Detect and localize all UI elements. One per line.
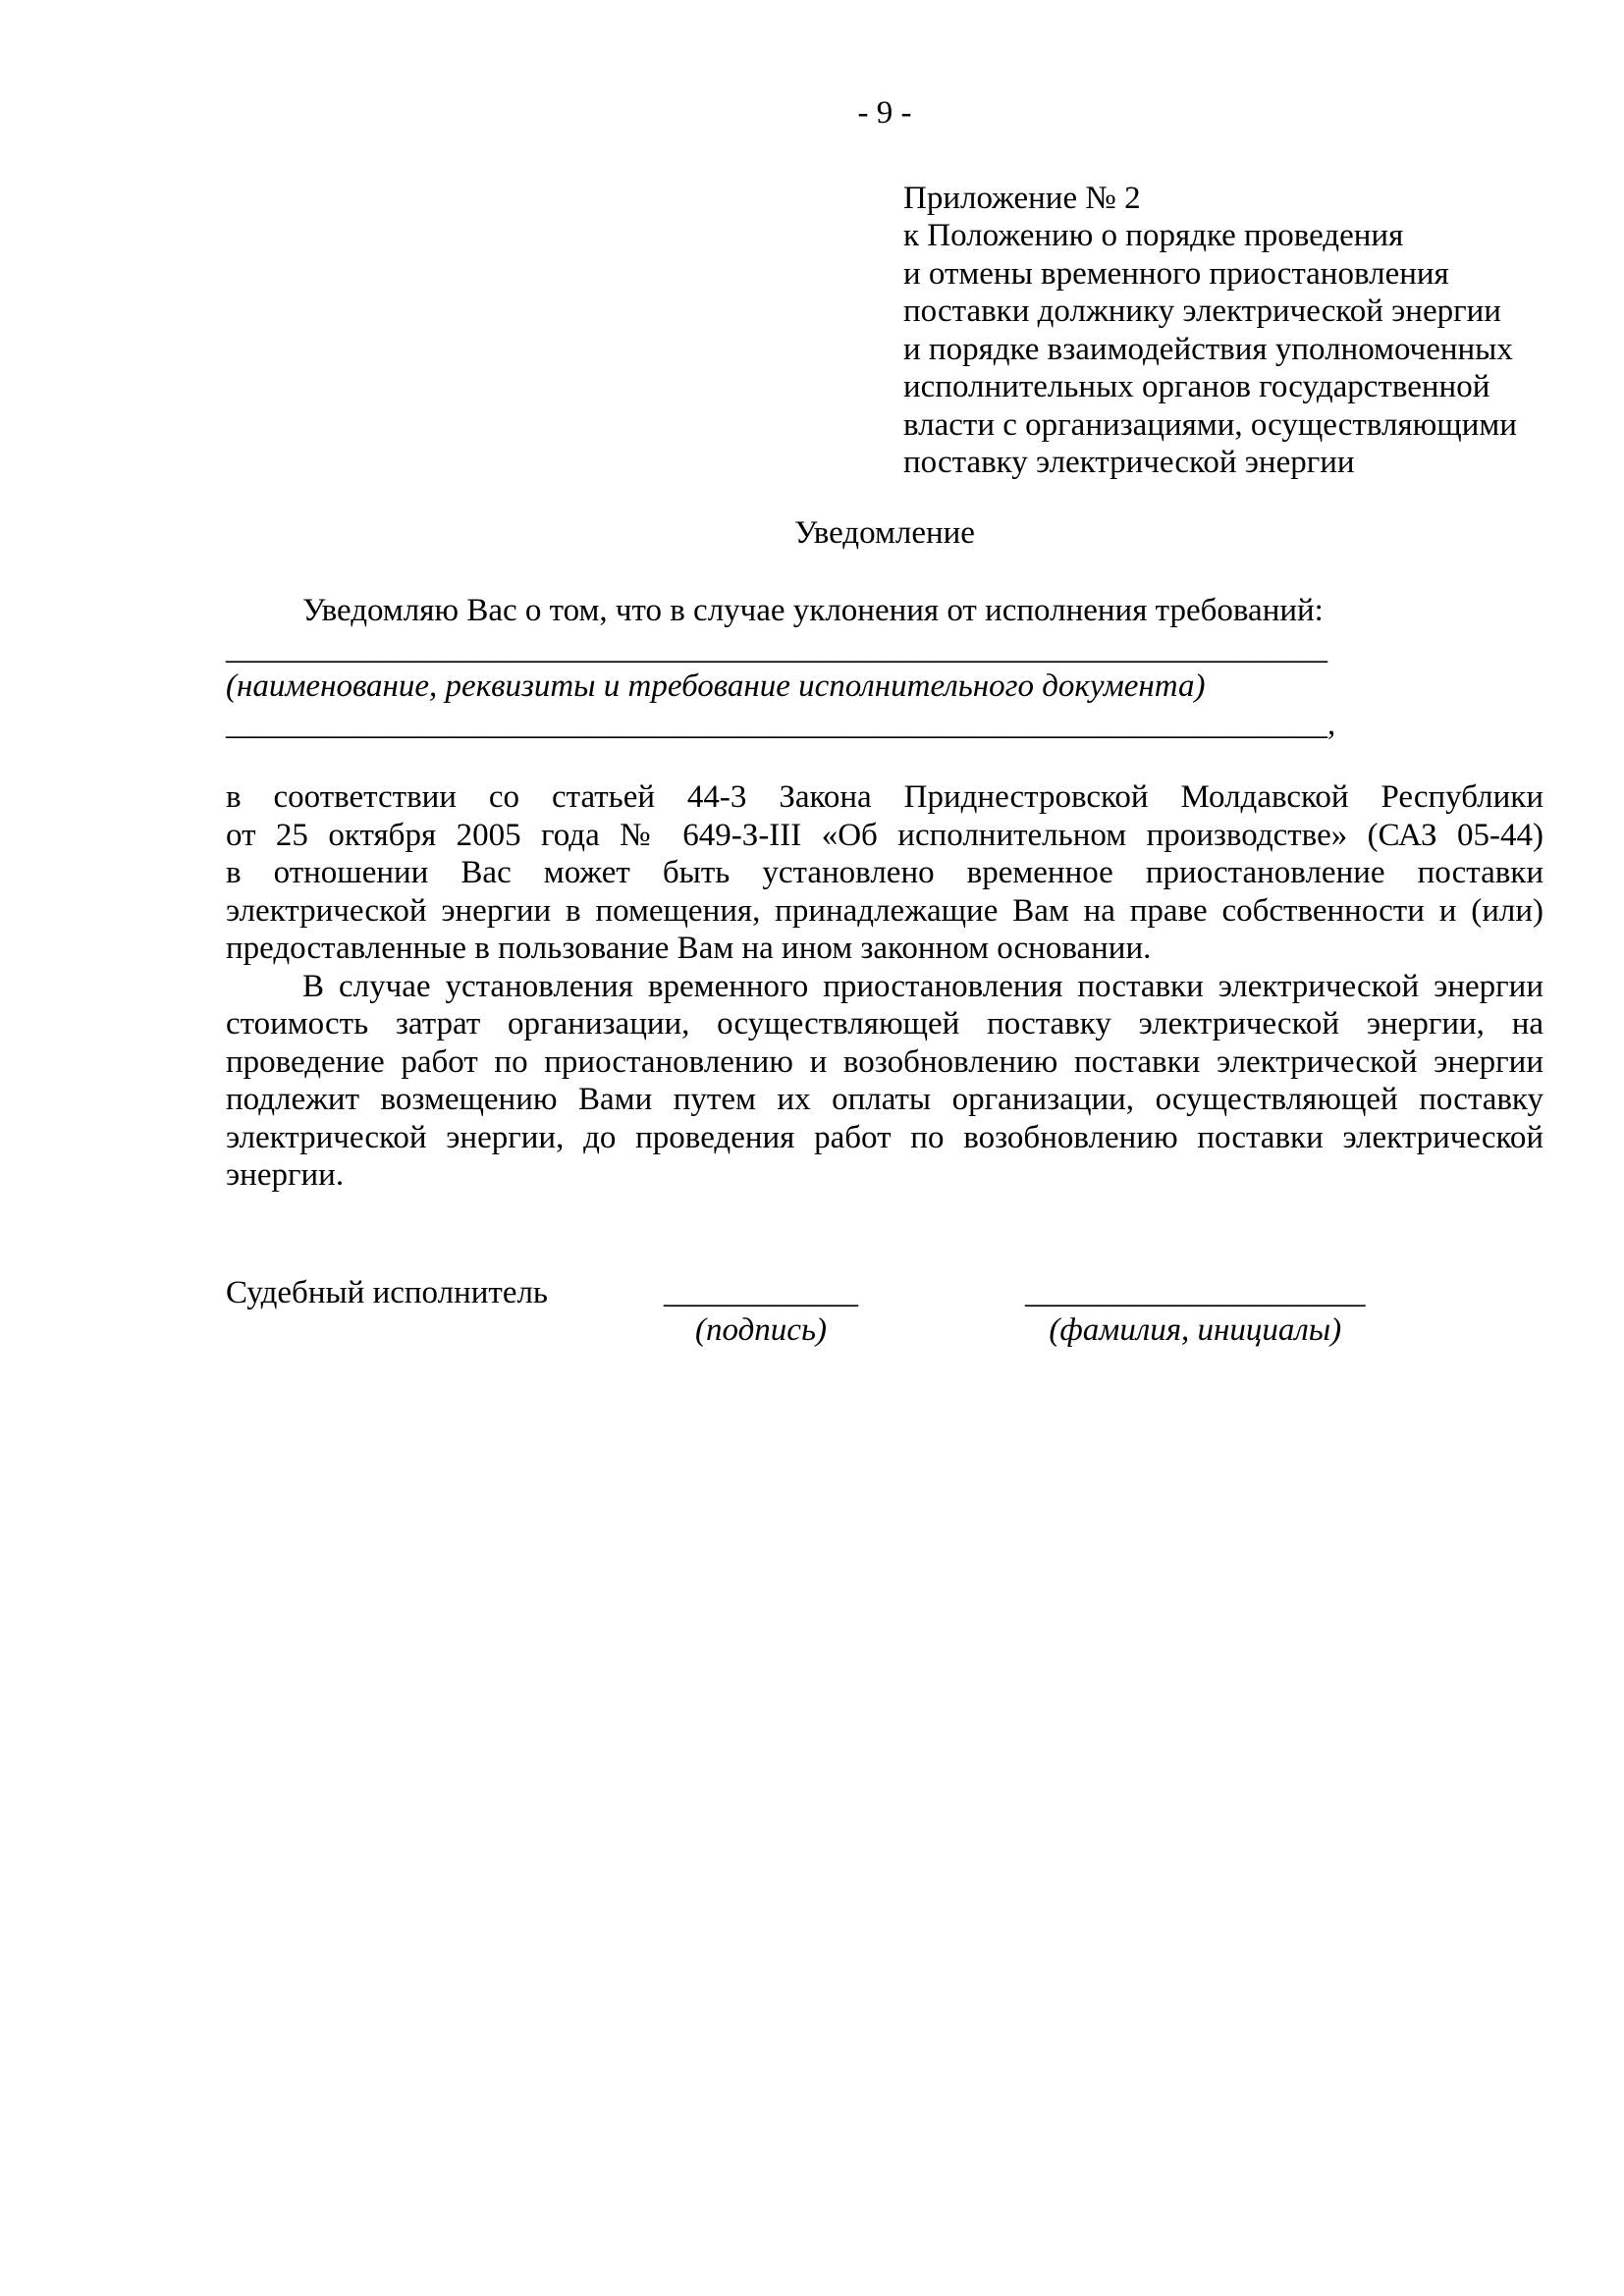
signature-block — [226, 1274, 1543, 1350]
signature-field — [664, 1274, 858, 1350]
text-line: от 25 октября 2005 года № 649-З-III «Об исполнительном производстве» (САЗ 05-44) — [226, 817, 1543, 853]
paragraph-law-reference — [226, 778, 1543, 968]
text-line: поставки должнику электрической энергии — [903, 294, 1501, 329]
text-line: исполнительных органов государственной — [903, 369, 1490, 404]
fill-in-caption-document-details: (наименование, реквизиты и требование исполнительного документа) — [226, 668, 1206, 704]
fill-in-rule-1: ____________________________________________________________________ — [226, 630, 1327, 667]
page-number: - 9 - — [857, 95, 912, 131]
fill-in-rule-2: ____________________________________________________________________, — [226, 706, 1336, 742]
text-line: поставку электрической энергии — [903, 445, 1355, 480]
text-line: предоставленные в пользование Вам на ином законном основании. — [226, 931, 1152, 966]
intro-sentence: Уведомляю Вас о том, что в случае уклонения от исполнения требований: — [302, 593, 1324, 628]
text-line: В случае установления временного приостановления поставки электрической энергии — [302, 968, 1543, 1004]
signature-caption: (подпись) — [695, 1312, 827, 1348]
text-line: электрической энергии, до проведения работ по возобновлению поставки электрической — [226, 1119, 1543, 1155]
paragraph-cost-reimbursement — [226, 968, 1543, 1195]
signature-blank-rule: ____________ — [664, 1274, 858, 1310]
text-line: в отношении Вас может быть установлено временное приостановление поставки — [226, 855, 1543, 890]
text-line: власти с организациями, осуществляющими — [903, 406, 1517, 443]
text-line: и отмены временного приостановления — [903, 255, 1449, 292]
appendix-heading — [903, 180, 1543, 482]
text-line: Приложение № 2 — [903, 180, 1141, 216]
name-field — [1025, 1274, 1366, 1350]
text-line: проведение работ по приостановлению и возобновлению поставки электрической энергии — [226, 1043, 1543, 1080]
name-blank-rule: _____________________ — [1025, 1274, 1366, 1310]
text-line: подлежит возмещению Вами путем их оплаты организации, осуществляющей поставку — [226, 1082, 1543, 1117]
text-line: стоимость затрат организации, осуществляющей поставку электрической энергии, на — [226, 1006, 1543, 1041]
text-line: и порядке взаимодействия уполномоченных — [903, 331, 1513, 367]
name-caption: (фамилия, инициалы) — [1049, 1312, 1342, 1348]
text-line: электрической энергии в помещения, принадлежащие Вам на праве собственности и (или) — [226, 892, 1543, 929]
signature-role-label: Судебный исполнитель — [226, 1274, 548, 1310]
text-line: в соответствии со статьей 44-3 Закона Приднестровской Молдавской Республики — [226, 779, 1543, 815]
text-line: энергии. — [226, 1157, 345, 1193]
text-line: к Положению о порядке проведения — [903, 218, 1404, 253]
document-title: Уведомление — [794, 514, 975, 551]
